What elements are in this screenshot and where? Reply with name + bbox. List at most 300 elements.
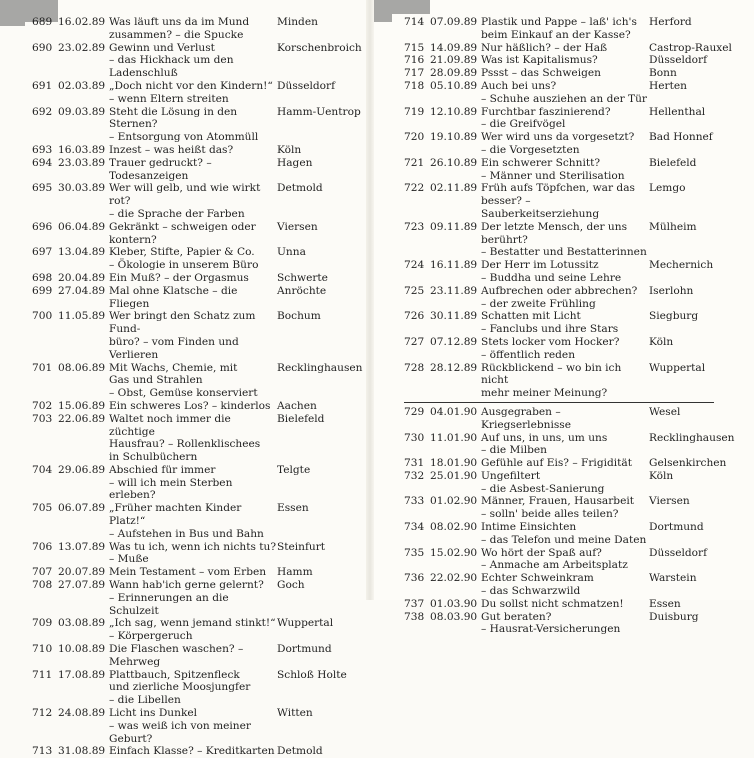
episode-title-line: – das Schwarzwild [481, 585, 581, 598]
list-item [32, 106, 362, 144]
episode-place: Lemgo [649, 182, 686, 195]
episode-title-line: – die Vorgesetzten [481, 143, 580, 156]
episode-title [481, 611, 649, 637]
episode-title [109, 157, 277, 183]
episode-number: 727 [404, 335, 425, 348]
list-item [404, 572, 744, 598]
episode-number: 690 [32, 41, 53, 54]
episode-number: 732 [404, 469, 425, 482]
episode-date: 09.11.89 [430, 220, 478, 233]
episode-place: Bonn [649, 67, 677, 80]
episode-date: 28.12.89 [430, 361, 478, 374]
episode-title-line: Was ist Kapitalismus? [481, 54, 598, 67]
episode-title-line: Schatten mit Licht [481, 310, 581, 323]
episode-place: Essen [649, 597, 681, 610]
episode-title-line: Wann hab'ich gerne gelernt? [109, 579, 264, 592]
list-item [404, 16, 744, 42]
episode-number: 715 [404, 41, 425, 54]
episode-title-line: Auch bei uns? [481, 79, 557, 92]
episode-title [109, 617, 277, 643]
list-item [32, 221, 362, 247]
episode-title [481, 362, 649, 400]
episode-title-line: – Körpergeruch [109, 630, 193, 643]
episode-number: 705 [32, 502, 53, 515]
episode-number: 698 [32, 271, 53, 284]
episode-date: 21.09.89 [430, 54, 478, 67]
left-page [0, 0, 372, 758]
episode-number: 714 [404, 16, 425, 28]
list-item [32, 464, 362, 502]
episode-place: Bielefeld [649, 156, 697, 169]
episode-title [109, 502, 277, 540]
episode-title-line: Der Herr im Lotussitz [481, 259, 599, 272]
episode-title-line: Rückblickend – wo bin ich nicht [481, 361, 622, 387]
episode-number: 724 [404, 259, 425, 272]
episode-title-line: Mal ohne Klatsche – die Fliegen [109, 284, 238, 310]
episode-date: 06.07.89 [58, 502, 106, 515]
episode-title-line: – Männer und Sterilisation [481, 169, 625, 182]
episode-number: 728 [404, 361, 425, 374]
episode-title [481, 547, 649, 573]
episode-title-line: – die Greifvögel [481, 118, 566, 131]
episode-title-line: Wer bringt den Schatz zum Fund- [109, 310, 256, 336]
episode-title [109, 579, 277, 617]
list-item [32, 362, 362, 400]
episode-title-line: Intime Einsichten [481, 521, 577, 534]
episode-place: Iserlohn [649, 284, 694, 297]
episode-place: Köln [277, 143, 302, 156]
episode-date: 15.02.90 [430, 546, 478, 559]
list-item [404, 470, 744, 496]
episode-number: 709 [32, 617, 53, 630]
episode-number: 734 [404, 521, 425, 534]
episode-date: 25.01.90 [430, 469, 478, 482]
episode-title [481, 432, 649, 458]
episode-title [109, 566, 277, 579]
episode-number: 707 [32, 566, 53, 579]
episode-title-line: Ein schweres Los? – kinderlos [109, 399, 271, 412]
episode-place: Essen [277, 502, 309, 515]
episode-date: 23.11.89 [430, 284, 478, 297]
episode-place: Warstein [649, 572, 697, 585]
episode-title-line: und zierliche Moosjungfer [109, 681, 251, 694]
episode-title [109, 144, 277, 157]
episode-place: Dortmund [277, 643, 332, 656]
list-item [404, 67, 744, 80]
episode-place: Wuppertal [649, 361, 706, 374]
episode-place: Goch [277, 579, 305, 592]
episode-title-line: Licht ins Dunkel [109, 707, 198, 720]
episode-place: Witten [277, 707, 313, 720]
episode-number: 704 [32, 463, 53, 476]
episode-number: 716 [404, 54, 425, 67]
episode-title-line: büro? – vom Finden und Verlieren [109, 335, 239, 361]
episode-title-line: Echter Schweinkram [481, 572, 594, 585]
episode-place: Viersen [277, 220, 318, 233]
list-item [404, 362, 744, 400]
episode-place: Duisburg [649, 610, 699, 623]
episode-date: 07.12.89 [430, 335, 478, 348]
list-item [404, 106, 744, 132]
episode-number: 694 [32, 156, 53, 169]
list-item [404, 547, 744, 573]
episode-number: 721 [404, 156, 425, 169]
episode-date: 03.08.89 [58, 617, 106, 630]
episode-number: 708 [32, 579, 53, 592]
episode-place: Wesel [649, 405, 681, 418]
list-item [32, 285, 362, 311]
episode-title [481, 182, 649, 220]
episode-number: 703 [32, 412, 53, 425]
episode-date: 08.03.90 [430, 610, 478, 623]
episode-place: Köln [649, 335, 674, 348]
episode-title-line: – die Asbest-Sanierung [481, 482, 605, 495]
list-item [404, 611, 744, 637]
episode-date: 18.01.90 [430, 457, 478, 470]
episode-number: 692 [32, 105, 53, 118]
episode-title-line: Mein Testament – vom Erben [109, 566, 267, 579]
episode-title-line: Trauer gedruckt? – Todesanzeigen [109, 156, 212, 182]
list-item [404, 54, 744, 67]
episode-date: 20.07.89 [58, 566, 106, 579]
episode-title-line: – was weiß ich von meiner Geburt? [109, 719, 251, 745]
episode-title [481, 310, 649, 336]
episode-date: 01.03.90 [430, 597, 478, 610]
episode-title-line: Wer wird uns da vorgesetzt? [481, 131, 635, 144]
episode-title-line: – Obst, Gemüse konserviert [109, 387, 258, 400]
episode-date: 19.10.89 [430, 131, 478, 144]
episode-title-line: Ausgegraben – Kriegserlebnisse [481, 405, 571, 431]
episode-title [109, 541, 277, 567]
episode-title [481, 67, 649, 80]
episode-date: 28.09.89 [430, 67, 478, 80]
episode-place: Herten [649, 79, 687, 92]
list-item [404, 336, 744, 362]
episode-date: 08.02.90 [430, 521, 478, 534]
episode-place: Aachen [277, 399, 317, 412]
episode-number: 699 [32, 284, 53, 297]
episode-title-line: Plastik und Pappe – laß' ich's [481, 16, 637, 28]
episode-title-line: Auf uns, in uns, um uns [481, 431, 608, 444]
episode-title-line: Ungefiltert [481, 469, 541, 482]
list-item [404, 131, 744, 157]
episode-number: 712 [32, 707, 53, 720]
episode-number: 691 [32, 79, 53, 92]
episode-place: Telgte [277, 463, 311, 476]
episode-title [109, 413, 277, 464]
episode-title-line: – wenn Eltern streiten [109, 92, 229, 105]
episode-date: 13.07.89 [58, 540, 106, 553]
episode-title [481, 406, 649, 432]
episode-title-line: Gefühle auf Eis? – Frigidität [481, 457, 632, 470]
episode-title [109, 221, 277, 247]
episode-number: 697 [32, 246, 53, 259]
episode-place: Hamm-Uentrop [277, 105, 361, 118]
episode-date: 10.08.89 [58, 643, 106, 656]
episode-date: 27.07.89 [58, 579, 106, 592]
list-item [404, 80, 744, 106]
episode-number: 738 [404, 610, 425, 623]
list-item [32, 566, 362, 579]
episode-number: 701 [32, 361, 53, 374]
episode-place: Korschenbroich [277, 41, 362, 54]
list-item [404, 310, 744, 336]
episode-title-line: Stets locker vom Hocker? [481, 335, 620, 348]
episode-date: 17.08.89 [58, 668, 106, 681]
episode-date: 30.11.89 [430, 310, 478, 323]
episode-number: 711 [32, 668, 53, 681]
episode-title-line: „Früher machten Kinder Platz!“ [109, 502, 242, 528]
episode-title [109, 16, 277, 42]
episode-number: 689 [32, 16, 53, 28]
episode-title-line: – Muße [109, 553, 149, 566]
page-tab-marker [372, 0, 392, 22]
list-item [32, 541, 362, 567]
episode-title-line: – die Libellen [109, 694, 181, 707]
episode-date: 24.08.89 [58, 707, 106, 720]
list-item [32, 80, 362, 106]
episode-title-line: Männer, Frauen, Hausarbeit [481, 495, 634, 508]
episode-place: Minden [277, 16, 318, 28]
episode-title-line: – Anmache am Arbeitsplatz [481, 559, 628, 572]
episode-title [109, 272, 277, 285]
episode-title-line: Einfach Klasse? – Kreditkarten [109, 745, 275, 758]
episode-title-line: Der letzte Mensch, der uns berührt? [481, 220, 628, 246]
list-item [32, 707, 362, 745]
episode-number: 730 [404, 431, 425, 444]
list-item [32, 617, 362, 643]
episode-title [109, 707, 277, 745]
episode-title [109, 362, 277, 400]
episode-place: Hellenthal [649, 105, 706, 118]
episode-title-line: – Fanclubs und ihre Stars [481, 323, 619, 336]
episode-title-line: Was läuft uns da im Mund [109, 16, 250, 28]
episode-title [481, 42, 649, 55]
episode-title-line: – solln' beide alles teilen? [481, 508, 619, 521]
episode-date: 26.10.89 [430, 156, 478, 169]
list-item [32, 272, 362, 285]
episode-title [481, 470, 649, 496]
episode-date: 15.06.89 [58, 399, 106, 412]
list-item [32, 643, 362, 669]
episode-title [109, 42, 277, 80]
episode-number: 731 [404, 457, 425, 470]
episode-date: 16.11.89 [430, 259, 478, 272]
episode-place: Recklinghausen [277, 361, 363, 374]
episode-title [481, 521, 649, 547]
episode-title-line: Früh aufs Töpfchen, war das [481, 182, 635, 195]
list-item [404, 432, 744, 458]
page-tab-marker [0, 0, 25, 26]
episode-title [481, 157, 649, 183]
episode-title [481, 572, 649, 598]
episode-date: 02.03.89 [58, 79, 106, 92]
episode-place: Schloß Holte [277, 668, 347, 681]
episode-title [481, 131, 649, 157]
list-item [404, 182, 744, 220]
episode-date: 23.02.89 [58, 41, 106, 54]
episode-date: 02.11.89 [430, 182, 478, 195]
episode-title-line: Ein schwerer Schnitt? [481, 156, 601, 169]
episode-date: 22.06.89 [58, 412, 106, 425]
episode-title-line: Mit Wachs, Chemie, mit [109, 361, 238, 374]
episode-place: Viersen [649, 495, 690, 508]
episode-number: 700 [32, 310, 53, 323]
episode-place: Bielefeld [277, 412, 325, 425]
list-item [32, 502, 362, 540]
episode-number: 729 [404, 405, 425, 418]
list-item [404, 42, 744, 55]
list-item [404, 457, 744, 470]
list-item [404, 598, 744, 611]
episode-title [481, 495, 649, 521]
episode-number: 717 [404, 67, 425, 80]
list-item [32, 16, 362, 42]
list-item [32, 42, 362, 80]
episode-title [481, 54, 649, 67]
episode-place: Bochum [277, 310, 321, 323]
episode-title-line: Abschied für immer [109, 463, 216, 476]
episode-title [481, 336, 649, 362]
episode-number: 702 [32, 399, 53, 412]
episode-title-line: Pssst – das Schweigen [481, 67, 601, 80]
episode-title [109, 745, 277, 758]
episode-date: 31.08.89 [58, 745, 106, 758]
episode-date: 04.01.90 [430, 405, 478, 418]
episode-title-line: Plattbauch, Spitzenfleck [109, 668, 240, 681]
episode-number: 722 [404, 182, 425, 195]
episode-number: 726 [404, 310, 425, 323]
episode-title-line: Aufbrechen oder abbrechen? [481, 284, 638, 297]
episode-title-line: – Bestatter und Bestatterinnen [481, 246, 647, 259]
episode-date: 11.01.90 [430, 431, 478, 444]
episode-title [109, 464, 277, 502]
list-item [404, 259, 744, 285]
episode-title-line: – Buddha und seine Lehre [481, 271, 622, 284]
episode-place: Düsseldorf [649, 54, 707, 67]
episode-title-line: – Schuhe ausziehen an der Tür [481, 92, 647, 105]
episode-title-line: mehr meiner Meinung? [481, 387, 608, 400]
episode-title-line: Waltet noch immer die züchtige [109, 412, 231, 438]
episode-number: 713 [32, 745, 53, 758]
episode-place: Steinfurt [277, 540, 326, 553]
episode-title-line: – das Telefon und meine Daten [481, 533, 647, 546]
list-item [32, 579, 362, 617]
episode-title-line: „Doch nicht vor den Kindern!“ [109, 79, 273, 92]
episode-title [481, 457, 649, 470]
episode-title [481, 221, 649, 259]
episode-title [109, 285, 277, 311]
episode-title [109, 310, 277, 361]
episode-place: Unna [277, 246, 306, 259]
episode-place: Wuppertal [277, 617, 334, 630]
episode-place: Mülheim [649, 220, 697, 233]
year-divider [404, 402, 714, 403]
episode-number: 723 [404, 220, 425, 233]
episode-date: 14.09.89 [430, 41, 478, 54]
list-item [32, 413, 362, 464]
episode-place: Hagen [277, 156, 313, 169]
episode-date: 01.02.90 [430, 495, 478, 508]
episode-title-line: Was tu ich, wenn ich nichts tu? [109, 540, 277, 553]
list-item [32, 745, 362, 758]
episode-number: 736 [404, 572, 425, 585]
episode-title-line: – Entsorgung von Atommüll [109, 131, 259, 144]
episode-date: 20.04.89 [58, 271, 106, 284]
episode-number: 693 [32, 143, 53, 156]
episode-title-line: Nur häßlich? – der Haß [481, 41, 608, 54]
episode-date: 13.04.89 [58, 246, 106, 259]
episode-title-line: Gas und Strahlen [109, 374, 203, 387]
episode-date: 05.10.89 [430, 79, 478, 92]
list-item [404, 221, 744, 259]
episode-date: 06.04.89 [58, 220, 106, 233]
episode-number: 720 [404, 131, 425, 144]
episode-title-line: Furchtbar faszinierend? [481, 105, 611, 118]
episode-title-line: beim Einkauf an der Kasse? [481, 28, 631, 41]
episode-place: Dortmund [649, 521, 704, 534]
episode-title [109, 80, 277, 106]
list-item [32, 400, 362, 413]
episode-date: 16.02.89 [58, 16, 106, 28]
episode-title [109, 643, 277, 669]
episode-title-line: Ein Muß? – der Orgasmus [109, 271, 249, 284]
episode-title-line: – das Hickhack um den Ladenschluß [109, 54, 234, 80]
episode-number: 733 [404, 495, 425, 508]
episode-date: 08.06.89 [58, 361, 106, 374]
list-item [404, 285, 744, 311]
episode-list-left [32, 16, 362, 758]
episode-number: 696 [32, 220, 53, 233]
episode-title-line: Steht die Lösung in den Sternen? [109, 105, 238, 131]
episode-title-line: besser? – Sauberkeitserziehung [481, 195, 600, 220]
episode-title-line: – Aufstehen in Bus und Bahn [109, 527, 264, 540]
episode-title-line: – Erinnerungen an die Schulzeit [109, 591, 229, 617]
episode-title [109, 246, 277, 272]
episode-place: Gelsenkirchen [649, 457, 727, 470]
episode-title [481, 285, 649, 311]
episode-date: 27.04.89 [58, 284, 106, 297]
episode-number: 706 [32, 540, 53, 553]
episode-date: 30.03.89 [58, 182, 106, 195]
episode-place: Herford [649, 16, 692, 28]
episode-place: Siegburg [649, 310, 699, 323]
episode-title-line: – öffentlich reden [481, 348, 576, 361]
episode-title-line: Kleber, Stifte, Papier & Co. [109, 246, 255, 259]
episode-title [481, 16, 649, 42]
episode-title-line: – die Milben [481, 444, 547, 457]
list-item [32, 182, 362, 220]
list-item [32, 144, 362, 157]
list-item [404, 495, 744, 521]
episode-title-line: – Hausrat-Versicherungen [481, 623, 621, 636]
episode-title [481, 598, 649, 611]
list-item [404, 521, 744, 547]
episode-place: Mechernich [649, 259, 714, 272]
book-gutter [366, 0, 374, 600]
episode-place: Recklinghausen [649, 431, 735, 444]
list-item [404, 406, 744, 432]
episode-place: Bad Honnef [649, 131, 713, 144]
episode-number: 719 [404, 105, 425, 118]
episode-place: Anröchte [277, 284, 327, 297]
episode-number: 695 [32, 182, 53, 195]
episode-title-line: Wo hört der Spaß auf? [481, 546, 602, 559]
episode-title [109, 182, 277, 220]
episode-title-line: – Ökologie in unserem Büro [109, 259, 259, 272]
list-item [32, 310, 362, 361]
episode-date: 12.10.89 [430, 105, 478, 118]
